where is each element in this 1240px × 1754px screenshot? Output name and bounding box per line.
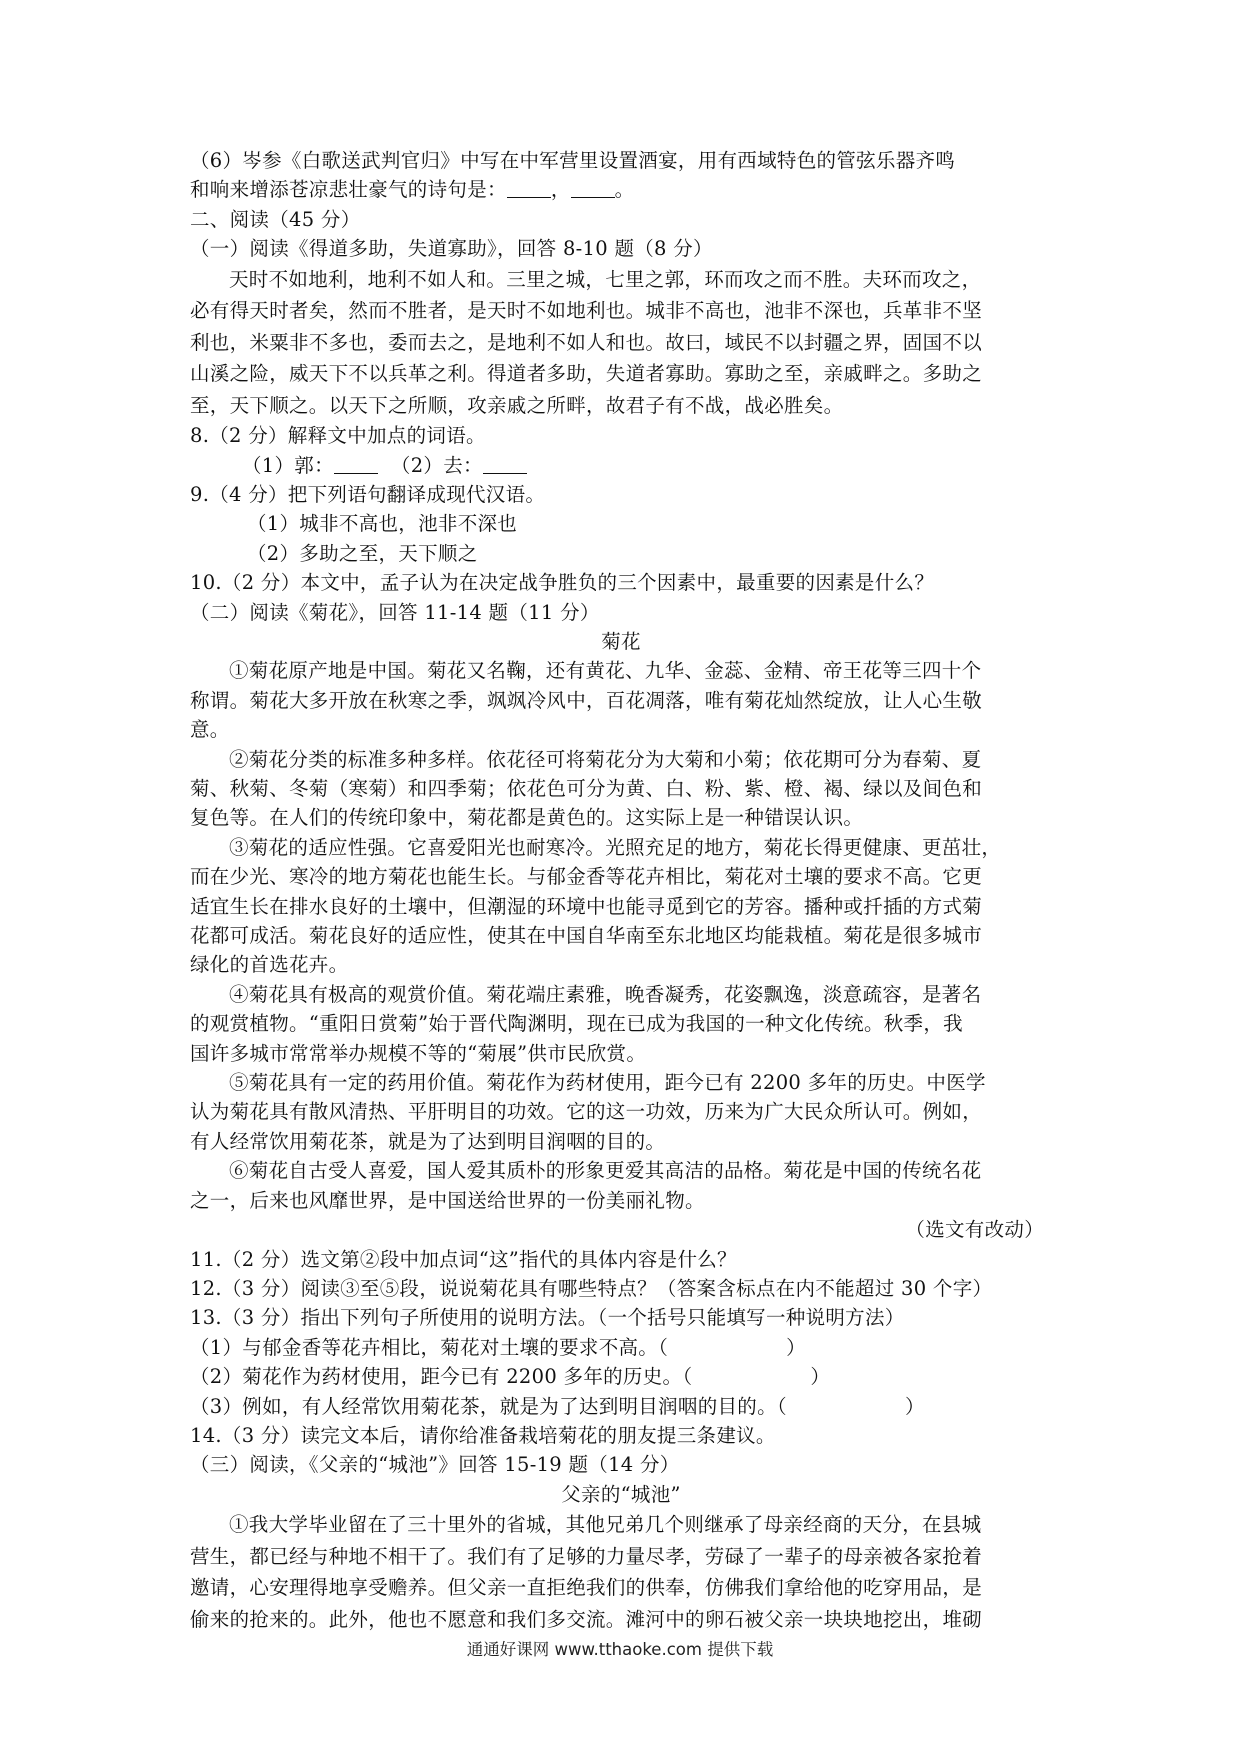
article-title: 父亲的“城池” bbox=[561, 1482, 681, 1506]
passage-line: 至，天下顺之。以天下之所顺，攻亲戚之所畔，故君子有不战，战必胜矣。 bbox=[190, 393, 844, 417]
article-title: 菊花 bbox=[601, 629, 641, 653]
question-8-items: （1）郭： （2）去： bbox=[190, 451, 1052, 480]
passage-line: 的观赏植物。“重阳日赏菊”始于晋代陶渊明，现在已成为我国的一种文化传统。秋季，我 bbox=[190, 1012, 963, 1036]
passage-line: 山溪之险，威天下不以兵革之利。得道者多助，失道者寡助。寡助之至，亲戚畔之。多助之 bbox=[190, 362, 983, 386]
passage-line: 邀请，心安理得地享受赡养。但父亲一直拒绝我们的供奉，仿佛我们拿给他的吃穿用品，是 bbox=[190, 1576, 983, 1600]
passage-line: 天时不如地利，地利不如人和。三里之城，七里之郭，环而攻之而不胜。夫环而攻之， bbox=[229, 267, 982, 291]
answer-blank[interactable] bbox=[507, 179, 551, 198]
passage-line: 适宜生长在排水良好的土壤中，但潮湿的环境中也能寻觅到它的芳容。播种或扦插的方式菊 bbox=[190, 894, 983, 918]
part1-passage bbox=[190, 264, 1052, 422]
passage-line: ⑥菊花自古受人喜爱，国人爱其质朴的形象更爱其高洁的品格。菊花是中国的传统名花 bbox=[229, 1159, 982, 1183]
passage-line: 复色等。在人们的传统印象中，菊花都是黄色的。这实际上是一种错误认识。 bbox=[190, 806, 864, 830]
passage-line: 认为菊花具有散风清热、平肝明目的功效。它的这一功效，历来为广大民众所认可。例如， bbox=[190, 1100, 983, 1124]
answer-blank[interactable] bbox=[334, 455, 378, 474]
section-heading: 二、阅读（45 分） bbox=[190, 207, 361, 231]
page-footer: 通通好课网 www.tthaoke.com 提供下载 bbox=[466, 1640, 774, 1659]
passage-line: ②菊花分类的标准多种多样。依花径可将菊花分为大菊和小菊；依花期可分为春菊、夏 bbox=[229, 747, 982, 771]
part2-passage bbox=[190, 656, 1052, 1215]
passage-line: 之一，后来也风靡世界，是中国送给世界的一份美丽礼物。 bbox=[190, 1188, 705, 1212]
question-14: 14.（3 分）读完文本后，请你给准备栽培菊花的朋友提三条建议。 bbox=[190, 1423, 776, 1447]
question-12: 12.（3 分）阅读③至⑤段，说说菊花具有哪些特点？（答案含标点在内不能超过 30 个字） bbox=[190, 1276, 993, 1300]
question-13-item: （3）例如，有人经常饮用菊花茶，就是为了达到明目润咽的目的。（ ） bbox=[190, 1394, 925, 1418]
question-13-item: （2）菊花作为药材使用，距今已有 2200 多年的历史。（ ） bbox=[190, 1365, 831, 1389]
passage-line: ④菊花具有极高的观赏价值。菊花端庄素雅，晚香凝秀，花姿飘逸，淡意疏容，是著名 bbox=[229, 982, 982, 1006]
passage-line: 花都可成活。菊花良好的适应性，使其在中国自华南至东北地区均能栽植。菊花是很多城市 bbox=[190, 924, 983, 948]
passage-line: 而在少光、寒冷的地方菊花也能生长。与郁金香等花卉相比，菊花对土壤的要求不高。它更 bbox=[190, 865, 983, 889]
source-note: （选文有改动） bbox=[905, 1218, 1044, 1242]
question-9: 9.（4 分）把下列语句翻译成现代汉语。 bbox=[190, 482, 546, 506]
passage-line: 意。 bbox=[190, 718, 230, 742]
q7-6-line1: （6）岑参《白歌送武判官归》中写在中军营里设置酒宴，用有西域特色的管弦乐器齐鸣 bbox=[190, 149, 956, 172]
question-13-item: （1）与郁金香等花卉相比，菊花对土壤的要求不高。（ ） bbox=[190, 1335, 806, 1359]
passage-line: 利也，米粟非不多也，委而去之，是地利不如人和也。故曰，域民不以封疆之界，固国不以 bbox=[190, 330, 983, 354]
passage-line: 菊、秋菊、冬菊（寒菊）和四季菊；依花色可分为黄、白、粉、紫、橙、褐、绿以及间色和 bbox=[190, 777, 983, 800]
answer-blank[interactable] bbox=[483, 455, 527, 474]
page-content bbox=[190, 146, 1052, 1635]
passage-line: ③菊花的适应性强。它喜爱阳光也耐寒冷。光照充足的地方，菊花长得更健康、更茁壮， bbox=[229, 835, 1002, 859]
passage-line: ①我大学毕业留在了三十里外的省城，其他兄弟几个则继承了母亲经商的天分，在县城 bbox=[229, 1513, 982, 1537]
question-9-item: （2）多助之至，天下顺之 bbox=[247, 541, 478, 565]
question-13: 13.（3 分）指出下列句子所使用的说明方法。（一个括号只能填写一种说明方法） bbox=[190, 1306, 905, 1330]
part2-heading: （二）阅读《菊花》，回答 11-14 题（11 分） bbox=[190, 600, 600, 624]
passage-line: 有人经常饮用菊花茶，就是为了达到明目润咽的目的。 bbox=[190, 1129, 666, 1153]
passage-line: 偷来的抢来的。此外，他也不愿意和我们多交流。滩河中的卵石被父亲一块块地挖出，堆砌 bbox=[190, 1607, 983, 1631]
question-9-item: （1）城非不高也，池非不深也 bbox=[247, 512, 518, 536]
passage-line: 国许多城市常常举办规模不等的“菊展”供市民欣赏。 bbox=[190, 1041, 647, 1065]
passage-line: ⑤菊花具有一定的药用价值。菊花作为药材使用，距今已有 2200 多年的历史。中医学 bbox=[229, 1071, 986, 1095]
passage-line: 称谓。菊花大多开放在秋寒之季，飒飒冷风中，百花凋落，唯有菊花灿然绽放，让人心生敬 bbox=[190, 688, 983, 712]
part1-heading: （一）阅读《得道多助，失道寡助》，回答 8-10 题（8 分） bbox=[190, 237, 713, 261]
passage-line: 绿化的首选花卉。 bbox=[190, 953, 349, 977]
question-8: 8.（2 分）解释文中加点的词语。 bbox=[190, 424, 486, 448]
passage-line: ①菊花原产地是中国。菊花又名鞠，还有黄花、九华、金蕊、金精、帝王花等三四十个 bbox=[229, 659, 982, 683]
question-10: 10.（2 分）本文中，孟子认为在决定战争胜负的三个因素中，最重要的因素是什么？ bbox=[190, 571, 935, 595]
part3-passage bbox=[190, 1509, 1052, 1635]
answer-blank[interactable] bbox=[571, 179, 615, 198]
passage-line: 必有得天时者矣，然而不胜者，是天时不如地利也。城非不高也，池非不深也，兵革非不坚 bbox=[190, 299, 983, 323]
q7-6-line2: 和响来增添苍凉悲壮豪气的诗句是： ， 。 bbox=[190, 178, 635, 202]
passage-line: 营生，都已经与种地不相干了。我们有了足够的力量尽孝，劳碌了一辈子的母亲被各家抢着 bbox=[190, 1544, 983, 1568]
part3-heading: （三）阅读，《父亲的“城池”》回答 15-19 题（14 分） bbox=[190, 1453, 680, 1477]
question-11: 11.（2 分）选文第②段中加点词“这”指代的具体内容是什么？ bbox=[190, 1247, 737, 1271]
